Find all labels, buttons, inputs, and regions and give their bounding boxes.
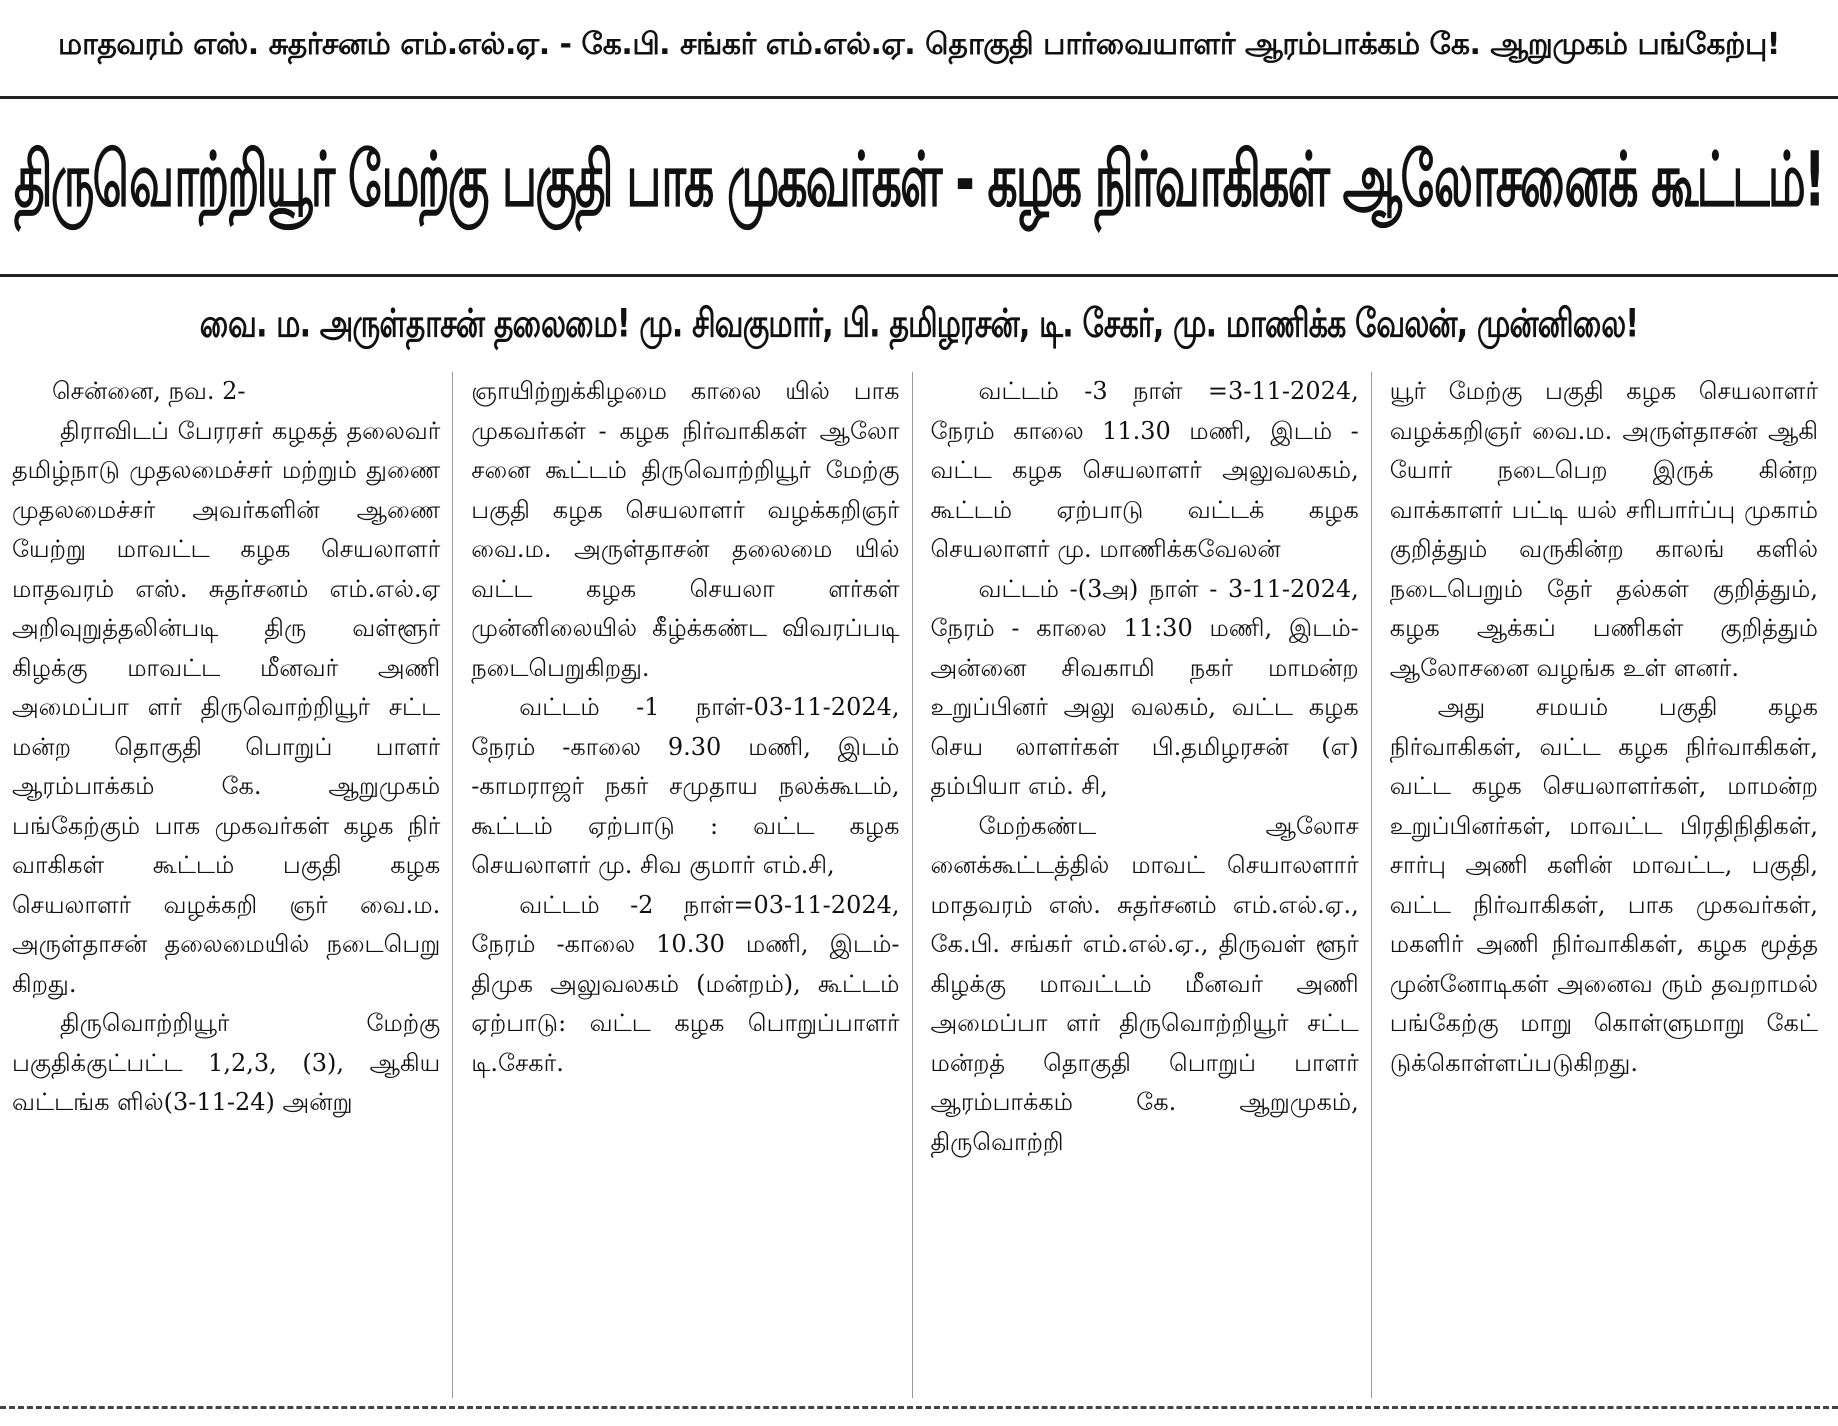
paragraph: திருவொற்றியூர் மேற்கு பகுதிக்குட்பட்ட 1,2,3, (3), ஆகிய வட்டங்க ளில்(3-11-24) அன்று bbox=[12, 1009, 441, 1116]
paragraph: வட்டம் -(3அ) நாள் - 3-11-2024, நேரம் - காலை 11:30 மணி, இடம்- அன்னை சிவகாமி நகர் மாமன்ற உறுப்பினர் அலு வலகம், வட்ட கழக செய லாளர்கள் பி.தமிழரசன் (எ) தம்பியா எம். சி, bbox=[930, 574, 1359, 800]
paragraph: வட்டம் -3 நாள் =3-11-2024, நேரம் காலை 11.30 மணி, இடம் - வட்ட கழக செயலாளர் அலுவலகம், கூட்டம் ஏற்பாடு வட்டக் கழக செயலாளர் மு. மாணிக்கவேலன் bbox=[930, 377, 1359, 563]
paragraph: மேற்கண்ட ஆலோச னைக்கூட்டத்தில் மாவட் செயாலளார் மாதவரம் எஸ். சுதர்சனம் எம்.எல்.ஏ., கே.பி. சங்கர் எம்.எல்.ஏ., திருவள் ளூர் கிழக்கு மாவட்டம் மீனவர் அணி அமைப்பா ளர் திருவொற்றியூர் சட்ட மன்றத் தொகுதி பொறுப் பாளர் ஆரம்பாக்கம் கே. ஆறுமுகம், திருவொற்றி bbox=[930, 811, 1359, 1156]
article-column-1 bbox=[8, 372, 453, 1398]
paragraph: திராவிடப் பேரரசர் கழகத் தலைவர் தமிழ்நாடு முதலமைச்சர் மற்றும் துணை முதலமைச்சர் அவர்களின் ஆணை யேற்று மாவட்ட கழக செயலாளர் மாதவரம் எஸ். சுதர்சனம் எம்.எல்.ஏ அறிவுறுத்தலின்படி திரு வள்ளூர் கிழக்கு மாவட்ட மீனவர் அணி அமைப்பா ளர் திருவொற்றியூர் சட்ட மன்ற தொகுதி பொறுப் பாளர் ஆரம்பாக்கம் கே. ஆறுமுகம் பங்கேற்கும் பாக முகவர்கள் கழக நிர் வாகிகள் கூட்டம் பகுதி கழக செயலாளர் வழக்கறி ஞர் வை.ம. அருள்தாசன் தலைமையில் நடைபெறு கிறது. bbox=[12, 416, 441, 998]
article-column-4 bbox=[1386, 372, 1830, 1398]
article-body bbox=[8, 372, 1830, 1398]
article-subhead: வை. ம. அருள்தாசன் தலைமை! மு. சிவகுமார், பி. தமிழரசன், டி. சேகர், மு. மாணிக்க வேலன், முன்னிலை! bbox=[199, 300, 1639, 347]
paragraph: யூர் மேற்கு பகுதி கழக செயலாளர் வழக்கறிஞர் வை.ம. அருள்தாசன் ஆகி யோர் நடைபெற இருக் கின்ற வாக்காளர் பட்டி யல் சரிபார்ப்பு முகாம் குறித்தும் வருகின்ற காலங் களில் நடைபெறும் தேர் தல்கள் குறித்தும், கழக ஆக்கப் பணிகள் குறித்தும் ஆலோசனை வழங்க உள் ளனர். bbox=[1389, 377, 1818, 682]
paragraph: அது சமயம் பகுதி கழக நிர்வாகிகள், வட்ட கழக நிர்வாகிகள், வட்ட கழக செயலாளர்கள், மாமன்ற உறுப்பினர்கள், மாவட்ட பிரதிநிதிகள், சார்பு அணி களின் மாவட்ட, பகுதி, வட்ட நிர்வாகிகள், பாக முகவர்கள், மகளிர் அணி நிர்வாகிகள், கழக மூத்த முன்னோடிகள் அனைவ ரும் தவறாமல் பங்கேற்கு மாறு கொள்ளுமாறு கேட் டுக்கொள்ளப்படுகிறது. bbox=[1389, 693, 1818, 1077]
paragraph: ஞாயிற்றுக்கிழமை காலை யில் பாக முகவர்கள் - கழக நிர்வாகிகள் ஆலோ சனை கூட்டம் திருவொற்றியூர் மேற்கு பகுதி கழக செயலாளர் வழக்கறிஞர் வை.ம. அருள்தாசன் தலைமை யில் வட்ட கழக செயலா ளர்கள் முன்னிலையில் கீழ்க்கண்ட விவரப்படி நடைபெறுகிறது. bbox=[471, 377, 900, 682]
bottom-dashed-rule bbox=[0, 1406, 1838, 1409]
article-kicker: மாதவரம் எஸ். சுதர்சனம் எம்.எல்.ஏ. - கே.பி. சங்கர் எம்.எல்.ஏ. தொகுதி பார்வையாளர் ஆரம்பாக்கம் கே. ஆறுமுகம் பங்கேற்பு! bbox=[58, 26, 1780, 62]
paragraph: வட்டம் -1 நாள்-03-11-2024, நேரம் -காலை 9.30 மணி, இடம் -காமராஜர் நகர் சமுதாய நலக்கூடம், கூட்டம் ஏற்பாடு : வட்ட கழக செயலாளர் மு. சிவ குமார் எம்.சி, bbox=[471, 693, 900, 879]
article-headline: திருவொற்றியூர் மேற்கு பகுதி பாக முகவர்கள் - கழக நிர்வாகிகள் ஆலோசனைக் கூட்டம்! bbox=[14, 136, 1824, 224]
article-column-2 bbox=[467, 372, 912, 1398]
paragraph: வட்டம் -2 நாள்=03-11-2024, நேரம் -காலை 10.30 மணி, இடம்- திமுக அலுவலகம் (மன்றம்), கூட்டம் ஏற்பாடு: வட்ட கழக பொறுப்பாளர் டி.சேகர். bbox=[471, 890, 900, 1077]
dateline: சென்னை, நவ. 2- bbox=[52, 377, 246, 405]
article-column-3 bbox=[927, 372, 1372, 1398]
